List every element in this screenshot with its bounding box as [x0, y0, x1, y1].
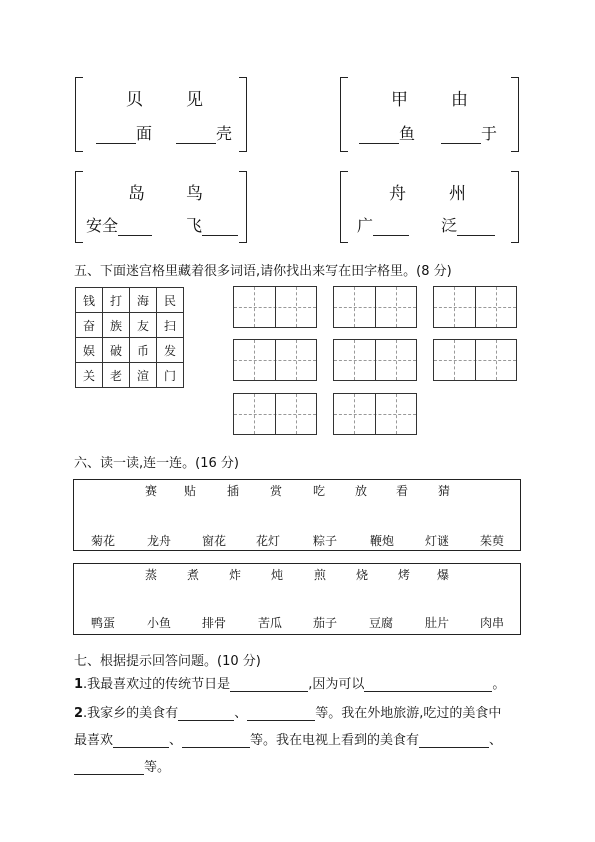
word-box-1 [75, 77, 247, 152]
answer-blank[interactable] [247, 720, 315, 721]
question-1: 1.我最喜欢过的传统节日是 ,因为可以 。 [74, 677, 506, 692]
verb-item[interactable]: 猜 [437, 484, 451, 498]
answer-blank[interactable] [419, 747, 489, 748]
verb-item[interactable]: 烧 [355, 568, 369, 582]
question-2: 2.我家乡的美食有 、 等。我在外地旅游,吃过的美食中 [74, 706, 502, 721]
noun-item[interactable]: 粽子 [312, 534, 338, 548]
verb-item[interactable]: 贴 [183, 484, 197, 498]
verb-item[interactable]: 蒸 [144, 568, 158, 582]
answer-blank[interactable] [74, 774, 144, 775]
noun-item[interactable]: 小鱼 [146, 616, 172, 630]
noun-item[interactable]: 鸭蛋 [90, 616, 116, 630]
fill-blank[interactable]: 鱼 [359, 121, 415, 144]
verb-item[interactable]: 赏 [269, 484, 283, 498]
tianzige-grid[interactable] [333, 286, 417, 328]
char-pair: 贝 见 [126, 90, 204, 110]
verb-item[interactable]: 煮 [186, 568, 200, 582]
word-maze [75, 287, 184, 388]
answer-blank[interactable] [230, 691, 308, 692]
noun-item[interactable]: 豆腐 [368, 616, 394, 630]
tianzige-grid[interactable] [433, 286, 517, 328]
question-2-cont: 最喜欢 、 等。我在电视上看到的美食有 、 [74, 733, 503, 748]
noun-item[interactable]: 茱萸 [479, 534, 505, 548]
noun-item[interactable]: 鞭炮 [369, 534, 395, 548]
char-pair: 甲 由 [391, 90, 469, 110]
verb-item[interactable]: 烤 [397, 568, 411, 582]
noun-item[interactable]: 苦瓜 [257, 616, 283, 630]
noun-row [0, 532, 595, 548]
noun-item[interactable]: 排骨 [201, 616, 227, 630]
tianzige-grid[interactable] [433, 339, 517, 381]
verb-item[interactable]: 放 [354, 484, 368, 498]
fill-blank[interactable]: 面 [96, 121, 152, 144]
verb-item[interactable]: 赛 [144, 484, 158, 498]
maze-cell: 老 [103, 363, 130, 388]
maze-cell: 破 [103, 338, 130, 363]
verb-row [0, 482, 595, 498]
verb-item[interactable]: 煎 [313, 568, 327, 582]
maze-cell: 海 [130, 288, 157, 313]
answer-blank[interactable] [113, 747, 169, 748]
fill-blank[interactable]: 壳 [176, 121, 232, 144]
maze-cell: 渲 [130, 363, 157, 388]
verb-item[interactable]: 炖 [270, 568, 284, 582]
verb-item[interactable]: 爆 [436, 568, 450, 582]
fill-blank[interactable]: 泛 [441, 213, 495, 236]
verb-item[interactable]: 看 [395, 484, 409, 498]
verb-row [0, 566, 595, 582]
section-7-heading: 七、根据提示回答问题。(10 分) [74, 654, 261, 669]
maze-cell: 族 [103, 313, 130, 338]
verb-item[interactable]: 炸 [228, 568, 242, 582]
fill-blank[interactable]: 广 [357, 213, 409, 236]
maze-cell: 发 [157, 338, 184, 363]
char-pair: 舟 州 [389, 184, 467, 204]
maze-cell: 关 [76, 363, 103, 388]
word-box-3 [75, 171, 247, 243]
maze-cell: 门 [157, 363, 184, 388]
maze-cell: 友 [130, 313, 157, 338]
noun-item[interactable]: 龙舟 [146, 534, 172, 548]
tianzige-grid[interactable] [333, 339, 417, 381]
word-box-2 [340, 77, 519, 152]
fill-blank[interactable]: 飞 [186, 213, 238, 236]
noun-item[interactable]: 窗花 [201, 534, 227, 548]
maze-cell: 打 [103, 288, 130, 313]
char-pair: 岛 鸟 [128, 184, 204, 204]
noun-item[interactable]: 肚片 [424, 616, 450, 630]
verb-item[interactable]: 吃 [312, 484, 326, 498]
fill-blank[interactable]: 安全 [86, 213, 152, 236]
noun-item[interactable]: 茄子 [312, 616, 338, 630]
answer-blank[interactable] [182, 747, 250, 748]
answer-blank[interactable] [364, 691, 492, 692]
noun-item[interactable]: 肉串 [479, 616, 505, 630]
verb-item[interactable]: 插 [226, 484, 240, 498]
noun-item[interactable]: 菊花 [90, 534, 116, 548]
noun-item[interactable]: 花灯 [255, 534, 281, 548]
maze-cell: 奋 [76, 313, 103, 338]
tianzige-grid[interactable] [233, 339, 317, 381]
maze-cell: 扫 [157, 313, 184, 338]
answer-blank[interactable] [178, 720, 234, 721]
section-5-heading: 五、下面迷宫格里藏着很多词语,请你找出来写在田字格里。(8 分) [74, 264, 452, 279]
tianzige-grid[interactable] [233, 393, 317, 435]
fill-blank[interactable]: 于 [441, 121, 497, 144]
tianzige-grid[interactable] [333, 393, 417, 435]
maze-cell: 民 [157, 288, 184, 313]
tianzige-grid[interactable] [233, 286, 317, 328]
noun-item[interactable]: 灯谜 [424, 534, 450, 548]
noun-row [0, 614, 595, 630]
maze-cell: 娱 [76, 338, 103, 363]
maze-cell: 钱 [76, 288, 103, 313]
section-6-heading: 六、读一读,连一连。(16 分) [74, 456, 239, 471]
maze-cell: 币 [130, 338, 157, 363]
question-2-cont: 等。 [74, 756, 170, 775]
word-box-4 [340, 171, 519, 243]
